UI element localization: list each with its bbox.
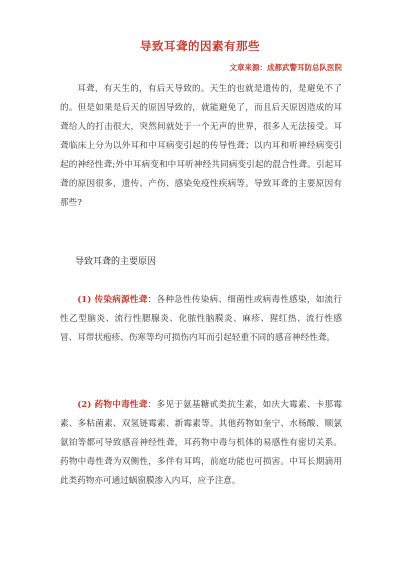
cause-text-infectious: ：各种急性传染病、细菌性或病毒性感染，如流行性乙型脑炎、流行性腮腺炎、化脓性脑膜炎、麻疹、猩红热、流行性感冒、耳带状疱疹、伤寒等均可损伤内耳而引起轻重不同的感音神经性聋。 [60, 295, 342, 343]
cause-paragraph-infectious [60, 291, 342, 348]
cause-text-drug: ：多见于氨基糖甙类抗生素，如庆大霉素、卡那霉素、多粘菌素、双氢链霉素、新霉素等。其他药物如奎宁、水杨酸、顺氯氨铂等都可导致感音神经性聋，耳药物中毒与机体的易感性有密切关系。药物中毒性聋为双侧性，多伴有耳鸣，前庭功能也可损害。中耳长期滴用此类药物亦可通过蜗窗膜渗入内耳，应予注意。 [60, 400, 342, 486]
cause-label-drug: (2) 药物中毒性聋 [77, 400, 148, 410]
section-heading: 导致耳聋的主要原因 [75, 257, 157, 267]
cause-label-infectious: (1) 传染病源性聋 [77, 295, 148, 305]
cause-paragraph-drug [60, 396, 342, 491]
document-title: 导致耳聋的因素有那些 [140, 39, 260, 53]
intro-paragraph: 耳聋，有天生的，有后天导致的。天生的也就是遗传的，是避免不了的。但是如果是后天的原因导致的，就能避免了，而且后天原因造成的耳聋给人的打击很大，突然间就处于一个无声的世界，很多人无法接受。耳聋临床上分为以外耳和中耳病变引起的传导性聋；以内耳和听神经病变引起的神经性聋;外中耳病变和中耳听神经共同病变引起的混合性聋。引起耳聋的原因很多，遗传、产伤、感染免疫性疾病等。导致耳聋的主要原因有那些? [60, 84, 342, 208]
article-source: 文章来源：成都武警耳防总队医院 [229, 63, 342, 72]
